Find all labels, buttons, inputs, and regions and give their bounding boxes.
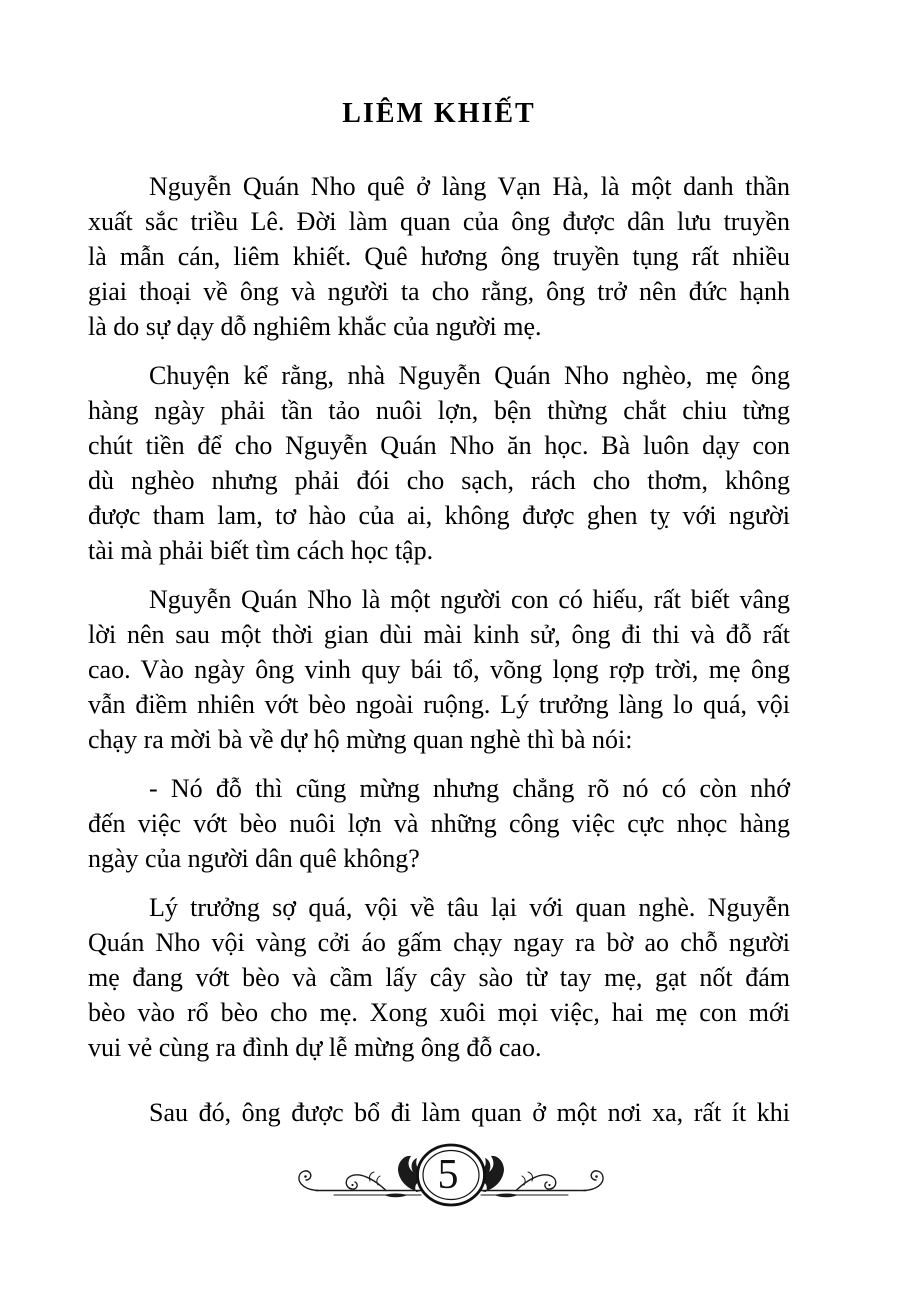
text-line: lời nên sau một thời gian dùi mài kinh sử, ông đi thi và đỗ rất bbox=[88, 620, 790, 649]
paragraph bbox=[88, 890, 790, 1065]
flourish-left-icon bbox=[299, 1156, 422, 1197]
text-line: Nguyễn Quán Nho quê ở làng Vạn Hà, là một danh thần bbox=[149, 172, 790, 201]
text-line: dù nghèo nhưng phải đói cho sạch, rách cho thơm, không bbox=[88, 466, 790, 495]
text-line: là do sự dạy dỗ nghiêm khắc của người mẹ. bbox=[88, 312, 542, 341]
text-line: bèo vào rổ bèo cho mẹ. Xong xuôi mọi việc, hai mẹ con mới bbox=[88, 998, 790, 1027]
text-line: hàng ngày phải tần tảo nuôi lợn, bện thừng chắt chiu từng bbox=[88, 396, 790, 425]
text-line: đến việc vớt bèo nuôi lợn và những công việc cực nhọc hàng bbox=[88, 809, 790, 838]
text-line: ngày của người dân quê không? bbox=[88, 844, 420, 873]
paragraph bbox=[88, 582, 790, 757]
text-line: Nguyễn Quán Nho là một người con có hiếu, rất biết vâng bbox=[149, 585, 790, 614]
paragraph bbox=[88, 358, 790, 568]
text-line: - Nó đỗ thì cũng mừng nhưng chẳng rõ nó có còn nhớ bbox=[149, 774, 790, 803]
text-line: chạy ra mời bà về dự hộ mừng quan nghè thì bà nói: bbox=[88, 725, 633, 754]
text-line: được tham lam, tơ hào của ai, không được ghen tỵ với người bbox=[88, 501, 790, 530]
text-line: vui vẻ cùng ra đình dự lễ mừng ông đỗ cao. bbox=[88, 1033, 542, 1062]
text-line: giai thoại về ông và người ta cho rằng, ông trở nên đức hạnh bbox=[88, 277, 790, 306]
text-line: xuất sắc triều Lê. Đời làm quan của ông được dân lưu truyền bbox=[88, 207, 790, 236]
text-block bbox=[88, 92, 790, 1144]
flourish-right-icon bbox=[480, 1156, 603, 1197]
page-number: 5 bbox=[437, 1152, 459, 1198]
page-number-ornament bbox=[286, 1140, 616, 1220]
paragraph-dialogue bbox=[88, 771, 790, 876]
text-line: Lý trưởng sợ quá, vội về tâu lại với quan nghè. Nguyễn bbox=[149, 893, 790, 922]
page-title: LIÊM KHIẾT bbox=[342, 98, 536, 129]
paragraph bbox=[88, 169, 790, 344]
text-line: cao. Vào ngày ông vinh quy bái tổ, võng lọng rợp trời, mẹ ông bbox=[88, 655, 790, 684]
text-line: tài mà phải biết tìm cách học tập. bbox=[88, 536, 434, 565]
text-line: Sau đó, ông được bổ đi làm quan ở một nơi xa, rất ít khi bbox=[149, 1098, 790, 1127]
text-line: vẫn điềm nhiên vớt bèo ngoài ruộng. Lý trưởng làng lo quá, vội bbox=[88, 690, 790, 719]
text-line: là mẫn cán, liêm khiết. Quê hương ông truyền tụng rất nhiều bbox=[88, 242, 790, 271]
text-line: Quán Nho vội vàng cởi áo gấm chạy ngay ra bờ ao chỗ người bbox=[88, 928, 790, 957]
paragraph bbox=[88, 1095, 790, 1130]
text-line: chút tiền để cho Nguyễn Quán Nho ăn học. Bà luôn dạy con bbox=[88, 431, 790, 460]
text-line: mẹ đang vớt bèo và cầm lấy cây sào từ tay mẹ, gạt nốt đám bbox=[88, 963, 790, 992]
text-line: Chuyện kể rằng, nhà Nguyễn Quán Nho nghèo, mẹ ông bbox=[149, 361, 790, 390]
